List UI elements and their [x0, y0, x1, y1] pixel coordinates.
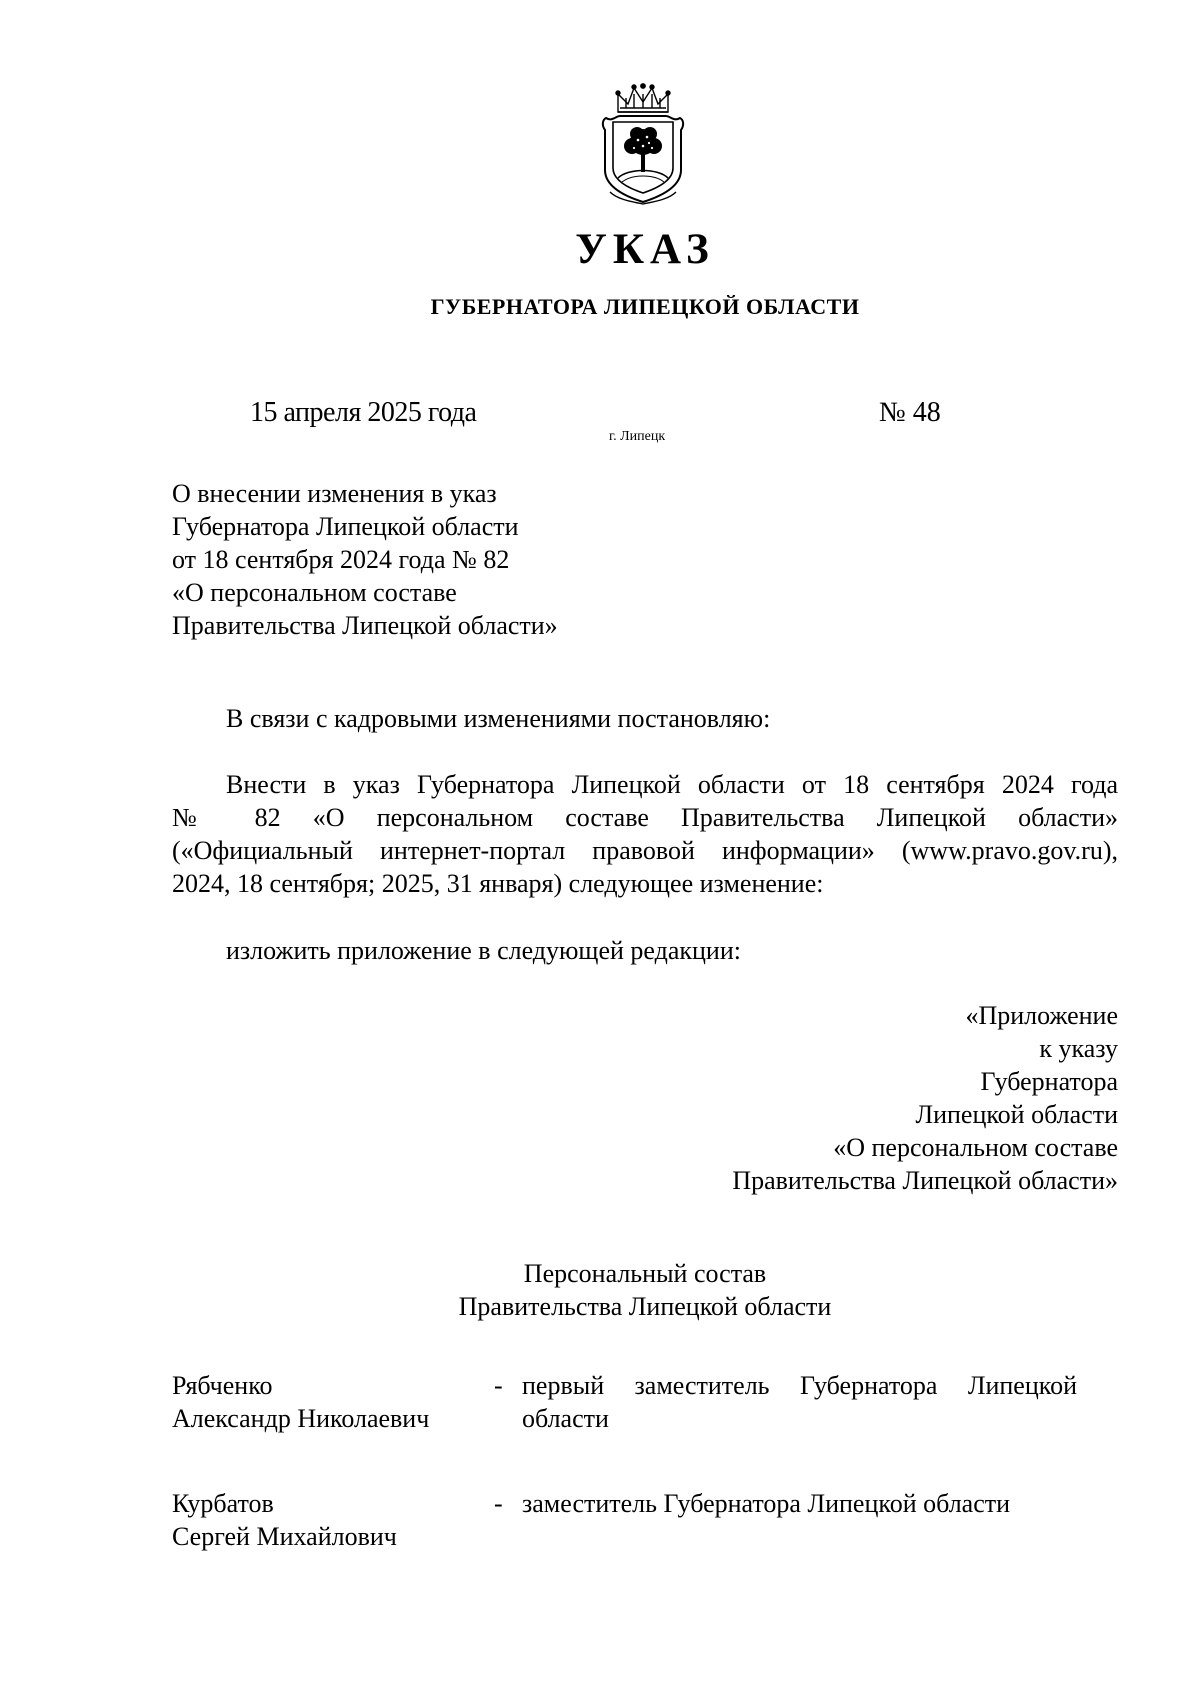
subject-line: от 18 сентября 2024 года № 82	[172, 545, 510, 574]
member-surname: Рябченко	[172, 1371, 273, 1400]
appendix-line: к указу	[1039, 1034, 1118, 1063]
appendix-line: Липецкой области	[915, 1100, 1118, 1129]
document-title: УКАЗ	[575, 226, 715, 273]
member-role-line: заместитель Губернатора Липецкой области	[522, 1489, 1011, 1518]
member-given-names: Сергей Михайлович	[172, 1522, 397, 1551]
decree-number: № 48	[879, 397, 941, 428]
decree-date: 15 апреля 2025 года	[250, 397, 477, 428]
member-name	[172, 1487, 397, 1553]
member-given-names: Александр Николаевич	[172, 1404, 430, 1433]
appendix-line: «О персональном составе	[833, 1133, 1118, 1162]
main-paragraph	[172, 768, 1118, 900]
member-role-line: области	[522, 1404, 609, 1433]
decree-city: г. Липецк	[609, 429, 666, 444]
member-surname: Курбатов	[172, 1489, 274, 1518]
paragraph-line: 2024, 18 сентября; 2025, 31 января) следующее изменение:	[172, 869, 824, 898]
member-role	[522, 1369, 1077, 1435]
member-role-line: первый заместитель Губернатора Липецкой	[522, 1371, 1077, 1400]
subject-line: О внесении изменения в указ	[172, 479, 497, 508]
paragraph-line: № 82 «О персональном составе Правительства Липецкой области»	[172, 803, 1118, 832]
appendix-header	[600, 999, 1118, 1197]
member-role	[522, 1487, 1077, 1520]
composition-title-line: Персональный состав	[523, 1259, 767, 1288]
member-name	[172, 1369, 429, 1435]
appendix-line: Правительства Липецкой области»	[732, 1166, 1118, 1195]
subject-line: «О персональном составе	[172, 578, 457, 607]
preamble-paragraph: В связи с кадровыми изменениями постановляю:	[226, 704, 771, 733]
composition-title-line: Правительства Липецкой области	[458, 1292, 832, 1321]
subject-line: Правительства Липецкой области»	[172, 611, 558, 640]
member-dash: -	[494, 1371, 503, 1400]
subject-line: Губернатора Липецкой области	[172, 512, 519, 541]
decree-subject	[172, 477, 558, 642]
document-subtitle: ГУБЕРНАТОРА ЛИПЕЦКОЙ ОБЛАСТИ	[430, 294, 860, 319]
paragraph-line: («Официальный интернет-портал правовой информации» (www.pravo.gov.ru),	[172, 836, 1118, 865]
paragraph-line: Внести в указ Губернатора Липецкой области от 18 сентября 2024 года	[226, 770, 1118, 799]
instruction-paragraph: изложить приложение в следующей редакции:	[226, 936, 741, 965]
member-dash: -	[494, 1489, 503, 1518]
lipetsk-oblast-coat-of-arms-icon	[596, 82, 690, 206]
appendix-line: «Приложение	[965, 1001, 1118, 1030]
composition-title	[0, 1257, 1200, 1323]
appendix-line: Губернатора	[980, 1067, 1118, 1096]
